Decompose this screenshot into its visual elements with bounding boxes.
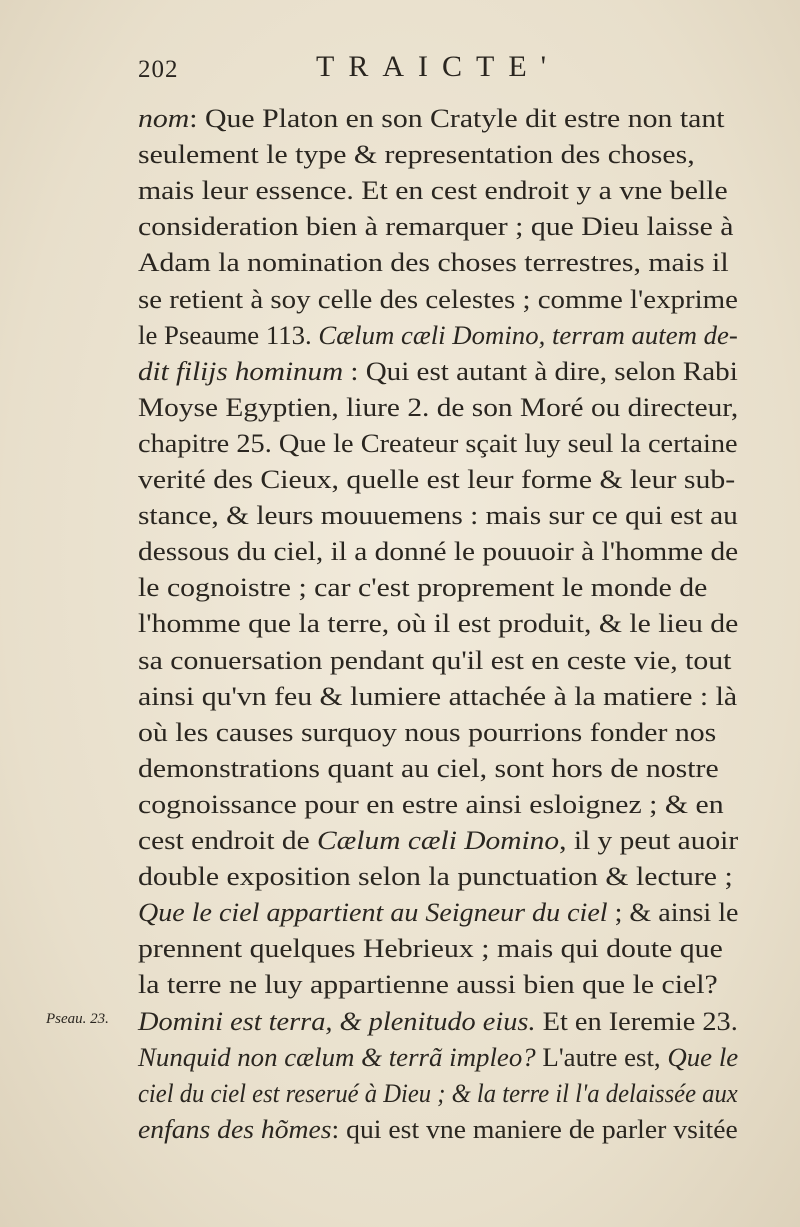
text-segment: verité des Cieux, quelle est leur forme & leur sub- xyxy=(138,464,736,494)
text-line xyxy=(138,389,738,425)
text-segment: Adam la nomination des choses terrestres, mais il xyxy=(138,247,729,278)
text-segment: : Qui est autant à dire, selon Rabi xyxy=(343,355,738,386)
italic-text: Que le xyxy=(667,1041,739,1072)
text-line xyxy=(138,136,695,172)
text-line xyxy=(138,786,724,822)
text-line xyxy=(138,353,738,389)
text-segment: le cognoistre ; car c'est proprement le monde de xyxy=(138,572,708,603)
text-line xyxy=(138,605,738,641)
margin-note: Pseau. 23. xyxy=(46,1010,109,1027)
text-line xyxy=(138,1039,738,1075)
text-segment: , il y peut auoir xyxy=(559,825,739,855)
text-segment: la terre ne luy appartienne aussi bien que le ciel? xyxy=(138,969,718,1000)
italic-text: Nunquid non cælum & terrã impleo? xyxy=(138,1041,536,1072)
italic-text: Cælum cæli Domino xyxy=(317,825,560,855)
text-line xyxy=(138,317,738,353)
text-segment: le Pseaume 113. xyxy=(138,319,319,350)
text-line xyxy=(138,461,735,497)
text-line xyxy=(138,497,738,533)
text-line xyxy=(138,244,729,280)
text-line xyxy=(138,642,731,678)
text-segment: mais leur essence. Et en cest endroit y a vne belle xyxy=(138,175,728,206)
text-segment: seulement le type & representation des choses, xyxy=(138,139,695,170)
text-segment: ainsi qu'vn feu & lumiere attachée à la matiere : là xyxy=(138,680,738,711)
italic-text: nom xyxy=(138,103,190,133)
text-segment: stance, & leurs mouuemens : mais sur ce qui est au xyxy=(138,500,738,531)
text-line xyxy=(138,822,738,858)
text-line xyxy=(138,1075,738,1111)
text-segment: dessous du ciel, il a donné le pouuoir à l'homme de xyxy=(138,536,739,567)
italic-text: ciel du ciel est reserué à Dieu ; & la terre il l'a delaissée aux xyxy=(138,1077,738,1108)
italic-text: dit filijs hominum xyxy=(138,355,344,386)
text-segment: ; & ainsi le xyxy=(607,897,739,928)
text-segment: L'autre est, xyxy=(535,1041,668,1072)
text-segment: consideration bien à remarquer ; que Dieu laisse à xyxy=(138,211,734,242)
text-segment: chapitre 25. Que le Createur sçait luy seul la certaine xyxy=(138,427,738,458)
running-title: TRAICTE' xyxy=(316,50,561,83)
text-line xyxy=(138,750,719,786)
page-number: 202 xyxy=(138,56,179,83)
text-line xyxy=(138,569,707,605)
text-segment: double exposition selon la punctuation & lecture ; xyxy=(138,861,733,892)
text-line xyxy=(138,208,733,244)
page-header xyxy=(138,50,738,84)
text-line xyxy=(138,930,723,966)
text-line xyxy=(138,425,738,461)
italic-text: Domini est terra, & plenitudo eius. xyxy=(138,1005,536,1036)
italic-text: Que le ciel appartient au Seigneur du ciel xyxy=(138,897,608,928)
text-segment: cognoissance pour en estre ainsi esloignez ; & en xyxy=(138,788,724,819)
text-line xyxy=(138,1111,738,1147)
text-line xyxy=(138,172,728,208)
text-segment: Moyse Egyptien, liure 2. de son Moré ou directeur, xyxy=(138,391,739,422)
text-segment: sa conuersation pendant qu'il est en ceste vie, tout xyxy=(138,644,732,675)
text-segment: Et en Ieremie 23. xyxy=(535,1005,738,1036)
text-line xyxy=(138,894,738,930)
text-segment: : qui est vne maniere de parler vsitée xyxy=(331,1113,738,1144)
text-segment: : Que Platon en son Cratyle dit estre non tant xyxy=(189,103,725,133)
italic-text: Cælum cæli Domino, terram autem de- xyxy=(318,319,738,350)
text-line xyxy=(138,533,738,569)
text-segment: se retient à soy celle des celestes ; comme l'exprime xyxy=(138,283,738,314)
text-line xyxy=(138,1003,738,1039)
text-line xyxy=(138,966,718,1002)
text-segment: où les causes surquoy nous pourrions fonder nos xyxy=(138,716,717,747)
text-line xyxy=(138,281,738,317)
italic-text: enfans des hõmes xyxy=(138,1113,332,1144)
text-line xyxy=(138,714,716,750)
text-segment: cest endroit de xyxy=(138,825,318,855)
text-segment: prennent quelques Hebrieux ; mais qui doute que xyxy=(138,933,723,964)
text-line xyxy=(138,100,725,136)
text-segment: demonstrations quant au ciel, sont hors de nostre xyxy=(138,752,719,783)
text-line xyxy=(138,678,737,714)
text-segment: l'homme que la terre, où il est produit, & le lieu de xyxy=(138,608,739,639)
text-line xyxy=(138,858,733,894)
